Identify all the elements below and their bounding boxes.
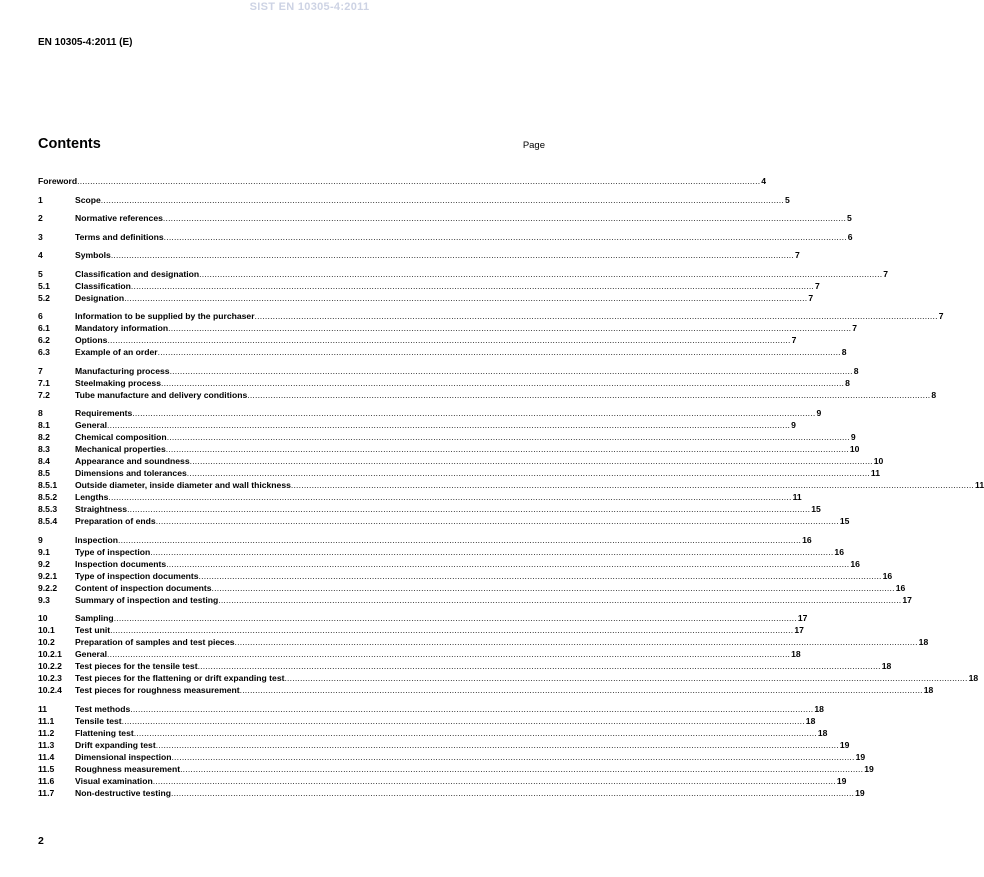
toc-dot-leader: [187, 467, 870, 479]
toc-entry-title: Options: [75, 335, 108, 345]
toc-entry[interactable]: [38, 407, 822, 419]
toc-dot-leader: [108, 491, 791, 503]
toc-entry-page: 18: [791, 649, 801, 659]
toc-entry-page: 10: [873, 456, 884, 466]
toc-dot-leader: [168, 322, 851, 334]
toc-entry[interactable]: [38, 194, 790, 206]
toc-dot-leader: [150, 546, 833, 558]
toc-entry-title: Roughness measurement: [75, 763, 181, 774]
toc-entry-page: 11: [792, 492, 802, 502]
toc-dot-leader: [111, 249, 794, 261]
toc-entry[interactable]: [38, 310, 944, 322]
toc-entry[interactable]: [38, 648, 801, 660]
toc-entry-title: Requirements: [75, 408, 133, 418]
toc-entry-number: 10.2.3: [38, 673, 62, 683]
toc-entry[interactable]: [38, 558, 860, 570]
toc-entry-title: Dimensions and tolerances: [75, 468, 187, 478]
toc-entry-title: Type of inspection: [75, 546, 151, 557]
toc-entry[interactable]: [38, 365, 859, 377]
toc-dot-leader: [198, 660, 881, 672]
toc-entry-title: Chemical composition: [75, 432, 167, 442]
toc-entry-page: 18: [968, 673, 979, 683]
toc-entry[interactable]: [38, 594, 912, 606]
toc-entry[interactable]: [38, 268, 889, 280]
toc-dot-leader: [131, 280, 814, 292]
toc-dot-leader: [132, 407, 815, 419]
toc-entry-page: 8: [853, 365, 859, 376]
toc-entry[interactable]: [38, 249, 800, 261]
toc-dot-leader: [240, 684, 923, 696]
toc-entry-page: 16: [850, 558, 860, 569]
toc-entry-page: 7: [808, 292, 814, 303]
toc-dot-leader: [77, 175, 760, 187]
toc-entry-number: 8.5.2: [38, 492, 58, 502]
toc-entry-page: 9: [791, 420, 796, 430]
toc-entry[interactable]: [38, 703, 824, 715]
page-column-label: Page: [522, 140, 545, 151]
toc-dot-leader: [199, 570, 882, 582]
toc-dot-leader: [199, 268, 882, 280]
toc-entry-number: 4: [38, 250, 43, 260]
toc-entry-title: Designation: [75, 292, 125, 303]
toc-entry-number: 2: [38, 213, 43, 223]
toc-dot-leader: [158, 346, 841, 358]
toc-entry-number: 6: [38, 311, 43, 321]
toc-entry-title: Steelmaking process: [75, 377, 161, 388]
toc-entry[interactable]: [38, 751, 866, 763]
toc-entry-page: 11: [975, 480, 984, 490]
toc-entry-page: 18: [923, 685, 934, 695]
toc-entry-number: 11.6: [38, 775, 55, 786]
toc-entry-title: Normative references: [75, 213, 163, 223]
toc-dot-leader: [156, 739, 839, 751]
toc-entry-title: Lengths: [75, 492, 109, 502]
toc-entry-title: Straightness: [75, 504, 128, 514]
toc-entry[interactable]: [38, 322, 858, 334]
toc-entry-number: 10.2.1: [38, 649, 62, 659]
toc-dot-leader: [170, 365, 853, 377]
toc-entry[interactable]: [38, 377, 850, 389]
toc-entry-title: Sampling: [75, 613, 114, 623]
toc-entry-page: 15: [811, 504, 821, 514]
toc-entry[interactable]: [38, 739, 850, 751]
toc-entry-number: 10.2: [38, 637, 55, 647]
toc-entry-number: 1: [38, 194, 43, 205]
toc-entry-page: 9: [850, 432, 856, 442]
toc-entry-title: Dimensional inspection: [75, 751, 172, 762]
toc-entry-title: Mandatory information: [75, 323, 169, 333]
toc-entry[interactable]: [38, 479, 984, 491]
document-id: EN 10305-4:2011 (E): [38, 37, 133, 48]
toc-entry-number: 8.3: [38, 444, 50, 454]
toc-entry-page: 19: [839, 739, 850, 750]
toc-entry-page: 8: [931, 389, 937, 400]
toc-entry-title: Summary of inspection and testing: [75, 594, 219, 605]
toc-entry[interactable]: [38, 280, 820, 292]
toc-entry-title: Test pieces for roughness measurement: [75, 685, 240, 695]
toc-dot-leader: [127, 503, 810, 515]
toc-entry[interactable]: [38, 443, 860, 455]
toc-entry-page: 16: [895, 582, 906, 593]
toc-entry-number: 11.4: [38, 751, 55, 762]
toc-dot-leader: [247, 389, 930, 401]
toc-entry[interactable]: [38, 684, 934, 696]
toc-entry-title: Manufacturing process: [75, 365, 170, 376]
toc-entry[interactable]: [38, 775, 847, 787]
toc-entry-number: 11.1: [38, 715, 55, 726]
toc-entry-number: 8.1: [38, 420, 50, 430]
toc-entry-page: 7: [883, 268, 889, 279]
toc-dot-leader: [134, 727, 817, 739]
toc-entry[interactable]: [38, 467, 880, 479]
toc-entry-page: 17: [902, 594, 912, 605]
toc-entry-number: 9.1: [38, 546, 50, 557]
toc-entry-page: 7: [852, 323, 858, 333]
toc-entry-page: 10: [849, 444, 860, 454]
toc-entry-page: 17: [794, 625, 804, 635]
toc-entry-title: Tensile test: [75, 715, 122, 726]
toc-dot-leader: [107, 419, 790, 431]
toc-entry-number: 8: [38, 408, 43, 418]
toc-entry-title: Classification: [75, 280, 131, 291]
toc-entry[interactable]: [38, 727, 828, 739]
toc-entry[interactable]: [38, 212, 852, 224]
toc-dot-leader: [130, 703, 813, 715]
toc-entry[interactable]: [38, 334, 797, 346]
toc-entry-title: Test pieces for the flattening or drift expanding test: [75, 673, 285, 683]
toc-dot-leader: [164, 231, 847, 243]
toc-entry-page: 18: [805, 715, 816, 726]
toc-dot-leader: [161, 377, 844, 389]
toc-entry-title: Information to be supplied by the purchaser: [75, 311, 255, 321]
toc-entry-number: 7: [38, 365, 43, 376]
toc-entry-number: 11.2: [38, 727, 55, 738]
toc-entry-number: 8.5.1: [38, 480, 58, 490]
toc-dot-leader: [180, 763, 863, 775]
toc-entry[interactable]: [38, 660, 892, 672]
toc-entry-page: 5: [847, 213, 852, 223]
toc-entry-number: 7.1: [38, 377, 50, 388]
toc-entry-title: Scope: [75, 194, 101, 205]
toc-entry-page: 7: [938, 311, 944, 321]
toc-entry-title: Preparation of ends: [75, 516, 156, 526]
toc-entry-number: 9.3: [38, 594, 50, 605]
contents-title: Contents: [38, 136, 101, 152]
toc-dot-leader: [166, 443, 849, 455]
watermark: SIST EN 10305-4:2011: [249, 1, 370, 13]
toc-entry-number: 8.5.3: [38, 504, 58, 514]
toc-entry-title: Content of inspection documents: [75, 582, 212, 593]
toc-entry-title: Test unit: [75, 625, 111, 635]
toc-dot-leader: [110, 624, 793, 636]
toc-entry-title: Terms and definitions: [75, 231, 164, 242]
toc-entry-page: 17: [797, 613, 808, 623]
toc-entry-page: 19: [864, 763, 874, 774]
toc-dot-leader: [156, 515, 839, 527]
toc-entry[interactable]: [38, 455, 884, 467]
toc-entry-title: Example of an order: [75, 347, 158, 357]
toc-dot-leader: [291, 479, 974, 491]
toc-dot-leader: [167, 431, 850, 443]
toc-entry[interactable]: [38, 624, 804, 636]
toc-dot-leader: [114, 612, 797, 624]
toc-entry-page: 9: [816, 408, 822, 418]
toc-entry-title: Type of inspection documents: [75, 570, 199, 581]
toc-entry-number: 9.2.1: [38, 570, 58, 581]
toc-entry-page: 5: [784, 194, 790, 205]
toc-entry-number: 10: [38, 613, 48, 623]
toc-dot-leader: [171, 787, 854, 799]
toc-entry-title: Inspection: [75, 534, 118, 545]
toc-entry[interactable]: [38, 431, 856, 443]
toc-dot-leader: [101, 194, 784, 206]
toc-entry-title: Appearance and soundness: [75, 456, 190, 466]
toc-entry-number: 5: [38, 268, 43, 279]
toc-entry[interactable]: [38, 636, 929, 648]
toc-entry[interactable]: [38, 175, 767, 187]
toc-dot-leader: [124, 292, 807, 304]
toc-entry-page: 16: [834, 546, 844, 557]
toc-entry-title: Drift expanding test: [75, 739, 156, 750]
toc-entry-title: Classification and designation: [75, 268, 200, 279]
toc-entry-title: Test methods: [75, 703, 131, 714]
toc-dot-leader: [163, 212, 846, 224]
toc-entry-title: Tube manufacture and delivery conditions: [75, 389, 248, 400]
toc-entry-page: 7: [791, 335, 797, 345]
toc-dot-leader: [255, 310, 938, 322]
toc-dot-leader: [153, 775, 836, 787]
toc-entry-number: 8.4: [38, 456, 50, 466]
toc-dot-leader: [284, 672, 967, 684]
toc-entry-title: Preparation of samples and test pieces: [75, 637, 235, 647]
toc-entry-number: 10.1: [38, 625, 55, 635]
toc-entry[interactable]: [38, 612, 808, 624]
toc-entry[interactable]: [38, 672, 979, 684]
toc-entry-title: Symbols: [75, 250, 111, 260]
toc-entry[interactable]: [38, 231, 853, 243]
toc-entry-page: 16: [882, 570, 893, 581]
toc-entry-page: 11: [870, 468, 880, 478]
toc-entry-number: 11.5: [38, 763, 55, 774]
toc-dot-leader: [107, 334, 790, 346]
toc-entry-number: 10.2.2: [38, 661, 62, 671]
toc-entry-number: 11: [38, 703, 48, 714]
toc-entry[interactable]: [38, 389, 937, 401]
toc-entry-page: 8: [845, 377, 850, 388]
toc-dot-leader: [107, 648, 790, 660]
toc-entry-number: 9.2.2: [38, 582, 58, 593]
toc-entry-title: Foreword: [38, 176, 78, 186]
toc-entry[interactable]: [38, 582, 906, 594]
toc-entry-page: 6: [847, 231, 853, 242]
toc-entry-title: Flattening test: [75, 727, 134, 738]
toc-entry[interactable]: [38, 515, 850, 527]
toc-dot-leader: [212, 582, 895, 594]
toc-entry-number: 6.3: [38, 347, 50, 357]
toc-entry-title: Outside diameter, inside diameter and wall thickness: [75, 480, 291, 490]
toc-entry-page: 19: [836, 775, 847, 786]
toc-entry-number: 8.5: [38, 468, 50, 478]
toc-entry[interactable]: [38, 763, 874, 775]
toc-entry-page: 7: [794, 250, 800, 260]
toc-entry[interactable]: [38, 346, 847, 358]
toc-entry-page: 7: [815, 280, 820, 291]
toc-entry-title: Test pieces for the tensile test: [75, 661, 198, 671]
toc-entry[interactable]: [38, 534, 812, 546]
toc-entry[interactable]: [38, 292, 814, 304]
toc-entry-page: 4: [761, 176, 767, 186]
toc-entry-title: Mechanical properties: [75, 444, 166, 454]
toc-entry-page: 18: [918, 637, 929, 647]
toc-entry[interactable]: [38, 419, 796, 431]
toc-entry[interactable]: [38, 570, 893, 582]
toc-entry-title: Visual examination: [75, 775, 153, 786]
toc-dot-leader: [122, 715, 805, 727]
toc-entry-page: 18: [817, 727, 828, 738]
toc-entry-number: 3: [38, 231, 43, 242]
toc-entry-number: 9.2: [38, 558, 50, 569]
toc-entry-title: General: [75, 649, 108, 659]
toc-dot-leader: [118, 534, 801, 546]
toc-entry-number: 5.2: [38, 292, 50, 303]
toc-entry-title: General: [75, 420, 108, 430]
toc-dot-leader: [190, 455, 873, 467]
toc-entry[interactable]: [38, 787, 865, 799]
toc-entry-number: 8.5.4: [38, 516, 58, 526]
toc-entry[interactable]: [38, 491, 802, 503]
toc-entry-number: 7.2: [38, 389, 50, 400]
toc-entry-number: 8.2: [38, 432, 50, 442]
toc-entry-title: Non-destructive testing: [75, 787, 171, 798]
toc-entry-page: 19: [855, 751, 866, 762]
toc-entry-page: 8: [841, 347, 847, 357]
table-of-contents: [38, 175, 984, 799]
toc-entry[interactable]: [38, 715, 816, 727]
toc-entry-page: 19: [855, 787, 865, 798]
toc-entry-page: 15: [839, 516, 850, 526]
toc-entry[interactable]: [38, 503, 821, 515]
toc-entry-page: 18: [814, 703, 824, 714]
toc-dot-leader: [218, 594, 901, 606]
toc-entry-number: 6.1: [38, 323, 50, 333]
toc-entry-page: 18: [881, 661, 892, 671]
toc-entry-page: 16: [802, 534, 812, 545]
toc-entry[interactable]: [38, 546, 844, 558]
toc-dot-leader: [166, 558, 849, 570]
toc-entry-title: Inspection documents: [75, 558, 167, 569]
page-number: 2: [38, 835, 44, 847]
toc-entry-number: 5.1: [38, 280, 50, 291]
toc-entry-number: 10.2.4: [38, 685, 62, 695]
toc-entry-number: 9: [38, 534, 43, 545]
toc-entry-number: 6.2: [38, 335, 50, 345]
toc-entry-number: 11.7: [38, 787, 55, 798]
toc-dot-leader: [235, 636, 918, 648]
toc-dot-leader: [171, 751, 854, 763]
toc-entry-number: 11.3: [38, 739, 55, 750]
